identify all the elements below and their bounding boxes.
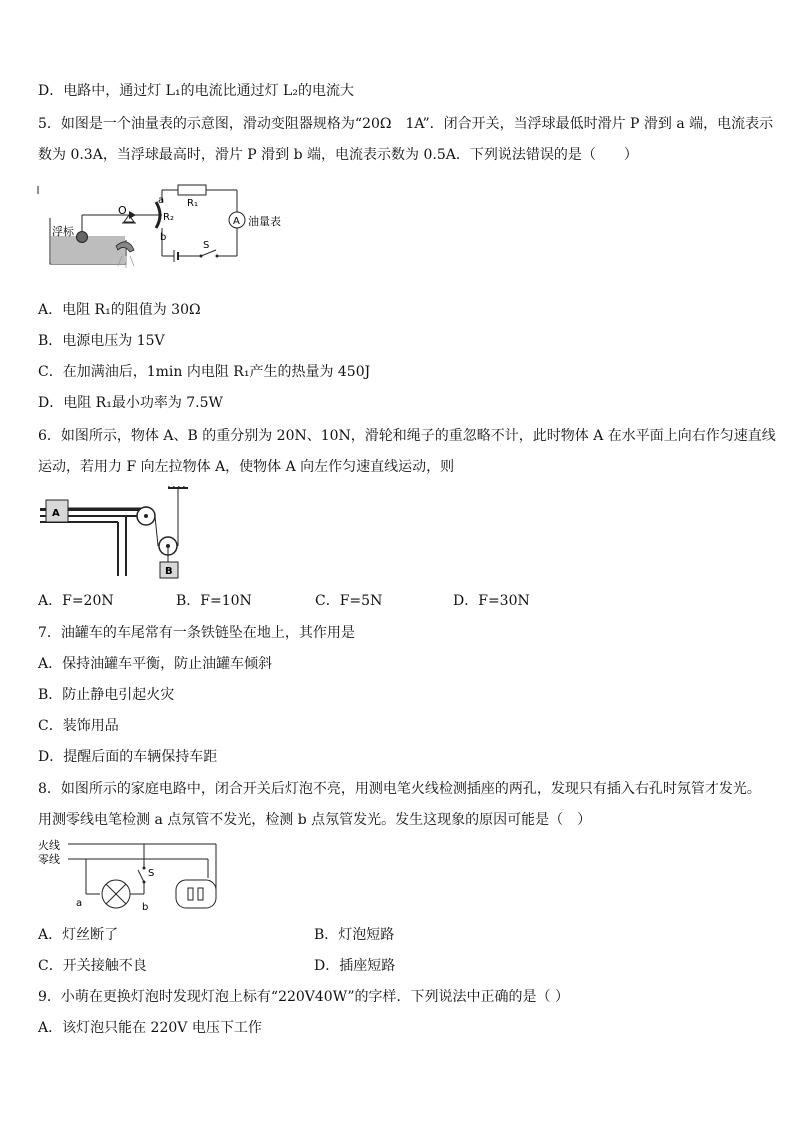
label-float: 浮标 [52,225,74,238]
q7-option-a: A．保持油罐车平衡，防止油罐车倾斜 [38,656,273,672]
label-block-b: B [165,566,173,577]
q8-option-a: A．灯丝断了 [38,927,119,943]
q6-pulley-diagram [38,486,198,582]
q6-stem-line1: 6．如图所示，物体 A、B 的重分别为 20N、10N，滑轮和绳子的重忽略不计，此时物体 A 在水平面上向右作匀速直线 [38,428,776,444]
label-b: b [160,232,167,243]
label-neutral-wire: 零线 [38,853,60,866]
q6-option-a: A．F=20N [38,593,114,609]
label-pivot-o: O [118,204,127,217]
q8-stem-line1: 8．如图所示的家庭电路中，闭合开关后灯泡不亮，用测电笔火线检测插座的两孔，发现只有插入右孔时氖管才发光。 [38,781,761,797]
label-switch-s: S [148,868,155,879]
float-ball [77,232,88,243]
q5-stem-line1: 5．如图是一个油量表的示意图，滑动变阻器规格为“20Ω 1A”．闭合开关，当浮球最低时滑片 P 滑到 a 端，电流表示 [38,116,774,132]
q4-option-d: D．电路中，通过灯 L₁的电流比通过灯 L₂的电流大 [38,83,354,99]
q5-option-d: D．电阻 R₁最小功率为 7.5W [38,395,223,411]
q8-household-circuit [38,836,222,916]
label-ammeter: A [233,216,240,227]
q7-option-c: C．装饰用品 [38,718,119,734]
q7-option-d: D．提醒后面的车辆保持车距 [38,749,218,765]
q5-oil-gauge-diagram [36,178,296,270]
label-a: a [158,195,165,206]
q6-option-b: B．F=10N [176,593,252,609]
label-r2: R₂ [163,212,174,223]
q5-stem-line2: 数为 0.3A，当浮球最高时，滑片 P 滑到 b 端，电流表示数为 0.5A．下列说法错误的是（ ） [38,147,638,163]
q7-stem: 7．油罐车的车尾常有一条铁链坠在地上，其作用是 [38,625,355,641]
q6-option-d: D．F=30N [453,593,530,609]
q8-option-c: C．开关接触不良 [38,958,147,974]
label-live-wire: 火线 [38,839,60,852]
label-point-a: a [76,898,83,909]
label-block-a: A [52,508,60,519]
label-oil-meter: 油量表 [248,215,281,228]
q5-option-b: B．电源电压为 15V [38,333,165,349]
q9-stem: 9．小萌在更换灯泡时发现灯泡上标有“220V40W”的字样．下列说法中正确的是（ ） [38,989,569,1005]
q5-option-c: C．在加满油后，1min 内电阻 R₁产生的热量为 450J [38,364,371,380]
label-r1: R₁ [187,198,198,209]
q8-stem-line2: 用测零线电笔检测 a 点氖管不发光，检测 b 点氖管发光。发生这现象的原因可能是（ ） [38,812,592,828]
q9-option-a: A．该灯泡只能在 220V 电压下工作 [38,1020,262,1036]
q8-option-b: B．灯泡短路 [314,927,395,943]
oil-liquid [51,236,125,264]
q6-option-c: C．F=5N [315,593,383,609]
q6-stem-line2: 运动，若用力 F 向左拉物体 A，使物体 A 向左作匀速直线运动，则 [38,459,455,475]
q8-option-d: D．插座短路 [314,958,396,974]
q5-option-a: A．电阻 R₁的阻值为 30Ω [38,302,201,318]
socket-icon [176,880,216,908]
q7-option-b: B．防止静电引起火灾 [38,687,175,703]
label-point-b: b [142,902,149,913]
label-switch: S [203,240,210,251]
